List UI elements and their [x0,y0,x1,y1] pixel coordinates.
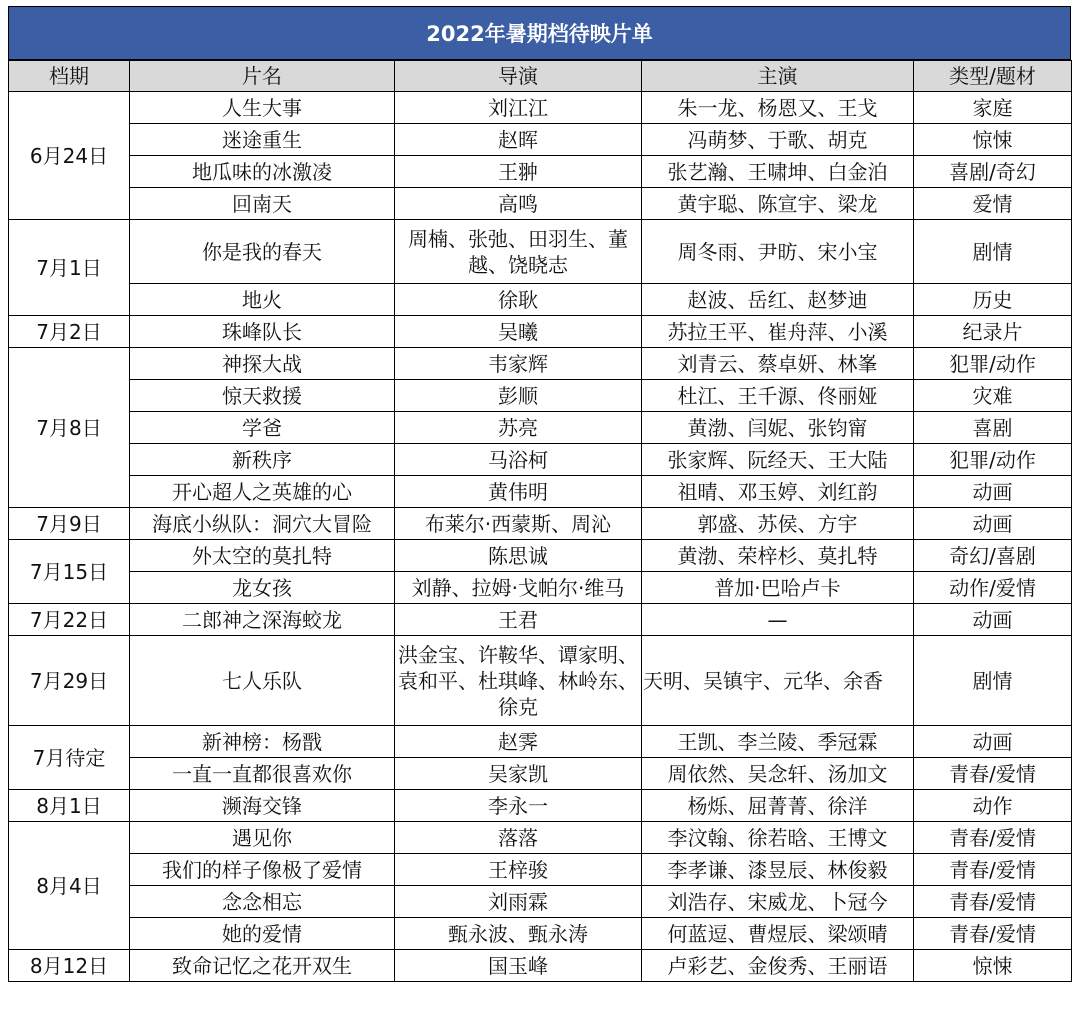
cell-genre: 青春/爱情 [914,822,1072,854]
cell-director: 王梓骏 [395,854,642,886]
table-row [9,540,1072,572]
cell-director: 甄永波、甄永涛 [395,918,642,950]
cell-date: 7月1日 [9,220,130,316]
cell-date: 7月22日 [9,604,130,636]
cell-cast: 张家辉、阮经天、王大陆 [642,444,914,476]
cell-director: 韦家辉 [395,348,642,380]
table-row [9,188,1072,220]
table-row [9,348,1072,380]
header-director: 导演 [395,61,642,92]
cell-genre: 动画 [914,726,1072,758]
cell-cast: 苏拉王平、崔舟萍、小溪 [642,316,914,348]
cell-cast: 祖晴、邓玉婷、刘红韵 [642,476,914,508]
cell-date: 7月15日 [9,540,130,604]
cell-cast: 冯萌梦、于歌、胡克 [642,124,914,156]
cell-title: 她的爱情 [130,918,395,950]
cell-genre: 动画 [914,476,1072,508]
cell-director: 吴家凯 [395,758,642,790]
film-table [8,60,1072,982]
table-row [9,636,1072,726]
cell-genre: 喜剧/奇幻 [914,156,1072,188]
table-row [9,508,1072,540]
table-row [9,604,1072,636]
cell-director: 落落 [395,822,642,854]
cell-title: 人生大事 [130,92,395,124]
cell-date: 7月9日 [9,508,130,540]
cell-genre: 青春/爱情 [914,918,1072,950]
cell-director: 刘江江 [395,92,642,124]
cell-genre: 爱情 [914,188,1072,220]
cell-cast: 杨烁、屈菁菁、徐洋 [642,790,914,822]
table-row [9,156,1072,188]
cell-cast: 周依然、吴念轩、汤加文 [642,758,914,790]
table-row [9,284,1072,316]
cell-genre: 动作/爱情 [914,572,1072,604]
cell-title: 新神榜：杨戬 [130,726,395,758]
cell-genre: 青春/爱情 [914,886,1072,918]
table-row [9,950,1072,982]
cell-title: 念念相忘 [130,886,395,918]
table-row [9,726,1072,758]
cell-genre: 动画 [914,508,1072,540]
cell-title: 致命记忆之花开双生 [130,950,395,982]
table-row [9,380,1072,412]
cell-title: 遇见你 [130,822,395,854]
cell-title: 珠峰队长 [130,316,395,348]
cell-title: 神探大战 [130,348,395,380]
cell-director: 马浴柯 [395,444,642,476]
cell-genre: 青春/爱情 [914,854,1072,886]
table-row [9,758,1072,790]
table-row [9,316,1072,348]
cell-director: 刘雨霖 [395,886,642,918]
cell-cast: 杜江、王千源、佟丽娅 [642,380,914,412]
cell-cast: 张艺瀚、王啸坤、白金泊 [642,156,914,188]
header-cast: 主演 [642,61,914,92]
cell-cast: 郭盛、苏侯、方宇 [642,508,914,540]
cell-date: 8月12日 [9,950,130,982]
release-schedule [8,6,1071,982]
cell-cast: 天明、吴镇宇、元华、余香 [642,636,914,726]
cell-date: 6月24日 [9,92,130,220]
cell-cast: — [642,604,914,636]
cell-director: 布莱尔·西蒙斯、周沁 [395,508,642,540]
cell-genre: 惊悚 [914,950,1072,982]
table-row [9,92,1072,124]
cell-genre: 青春/爱情 [914,758,1072,790]
cell-cast: 普加·巴哈卢卡 [642,572,914,604]
cell-director: 王翀 [395,156,642,188]
cell-cast: 赵波、岳红、赵梦迪 [642,284,914,316]
cell-director: 黄伟明 [395,476,642,508]
cell-genre: 喜剧 [914,412,1072,444]
cell-cast: 卢彩艺、金俊秀、王丽语 [642,950,914,982]
cell-date: 7月待定 [9,726,130,790]
cell-cast: 李汶翰、徐若晗、王博文 [642,822,914,854]
cell-director: 高鸣 [395,188,642,220]
table-title: 2022年暑期档待映片单 [8,6,1071,60]
cell-title: 濒海交锋 [130,790,395,822]
table-row [9,822,1072,854]
table-body [9,92,1072,982]
cell-cast: 刘浩存、宋威龙、卜冠今 [642,886,914,918]
header-date: 档期 [9,61,130,92]
cell-director: 徐耿 [395,284,642,316]
table-row [9,220,1072,284]
cell-cast: 朱一龙、杨恩又、王戈 [642,92,914,124]
cell-genre: 剧情 [914,636,1072,726]
cell-director: 苏亮 [395,412,642,444]
table-row [9,412,1072,444]
cell-date: 7月29日 [9,636,130,726]
cell-title: 你是我的春天 [130,220,395,284]
header-title: 片名 [130,61,395,92]
table-row [9,572,1072,604]
cell-title: 地火 [130,284,395,316]
cell-director: 吴曦 [395,316,642,348]
cell-director: 李永一 [395,790,642,822]
cell-date: 7月8日 [9,348,130,508]
cell-genre: 惊悚 [914,124,1072,156]
cell-title: 二郎神之深海蛟龙 [130,604,395,636]
cell-cast: 刘青云、蔡卓妍、林峯 [642,348,914,380]
cell-director: 王君 [395,604,642,636]
cell-genre: 家庭 [914,92,1072,124]
cell-director: 国玉峰 [395,950,642,982]
cell-cast: 王凯、李兰陵、季冠霖 [642,726,914,758]
cell-director: 赵霁 [395,726,642,758]
cell-director: 赵晖 [395,124,642,156]
table-row [9,918,1072,950]
cell-director: 洪金宝、许鞍华、谭家明、袁和平、杜琪峰、林岭东、徐克 [395,636,642,726]
cell-date: 7月2日 [9,316,130,348]
cell-genre: 灾难 [914,380,1072,412]
header-row [9,61,1072,92]
cell-title: 地瓜味的冰激凌 [130,156,395,188]
table-row [9,476,1072,508]
cell-cast: 何蓝逗、曹煜辰、梁颂晴 [642,918,914,950]
cell-cast: 周冬雨、尹昉、宋小宝 [642,220,914,284]
cell-genre: 剧情 [914,220,1072,284]
cell-title: 龙女孩 [130,572,395,604]
cell-title: 我们的样子像极了爱情 [130,854,395,886]
cell-title: 学爸 [130,412,395,444]
cell-title: 新秩序 [130,444,395,476]
table-row [9,854,1072,886]
table-row [9,886,1072,918]
cell-genre: 犯罪/动作 [914,348,1072,380]
cell-title: 一直一直都很喜欢你 [130,758,395,790]
cell-genre: 奇幻/喜剧 [914,540,1072,572]
cell-cast: 黄渤、闫妮、张钧甯 [642,412,914,444]
cell-director: 周楠、张弛、田羽生、董越、饶晓志 [395,220,642,284]
cell-title: 七人乐队 [130,636,395,726]
cell-genre: 历史 [914,284,1072,316]
cell-genre: 动作 [914,790,1072,822]
cell-title: 外太空的莫扎特 [130,540,395,572]
cell-title: 迷途重生 [130,124,395,156]
table-row [9,790,1072,822]
cell-title: 回南天 [130,188,395,220]
cell-date: 8月4日 [9,822,130,950]
cell-genre: 犯罪/动作 [914,444,1072,476]
cell-genre: 纪录片 [914,316,1072,348]
table-row [9,444,1072,476]
cell-cast: 李孝谦、漆昱辰、林俊毅 [642,854,914,886]
table-row [9,124,1072,156]
header-genre: 类型/题材 [914,61,1072,92]
cell-cast: 黄渤、荣梓杉、莫扎特 [642,540,914,572]
cell-title: 海底小纵队：洞穴大冒险 [130,508,395,540]
cell-director: 陈思诚 [395,540,642,572]
cell-title: 惊天救援 [130,380,395,412]
cell-title: 开心超人之英雄的心 [130,476,395,508]
cell-genre: 动画 [914,604,1072,636]
cell-director: 彭顺 [395,380,642,412]
cell-date: 8月1日 [9,790,130,822]
cell-cast: 黄宇聪、陈宣宇、梁龙 [642,188,914,220]
cell-director: 刘静、拉姆·戈帕尔·维马 [395,572,642,604]
